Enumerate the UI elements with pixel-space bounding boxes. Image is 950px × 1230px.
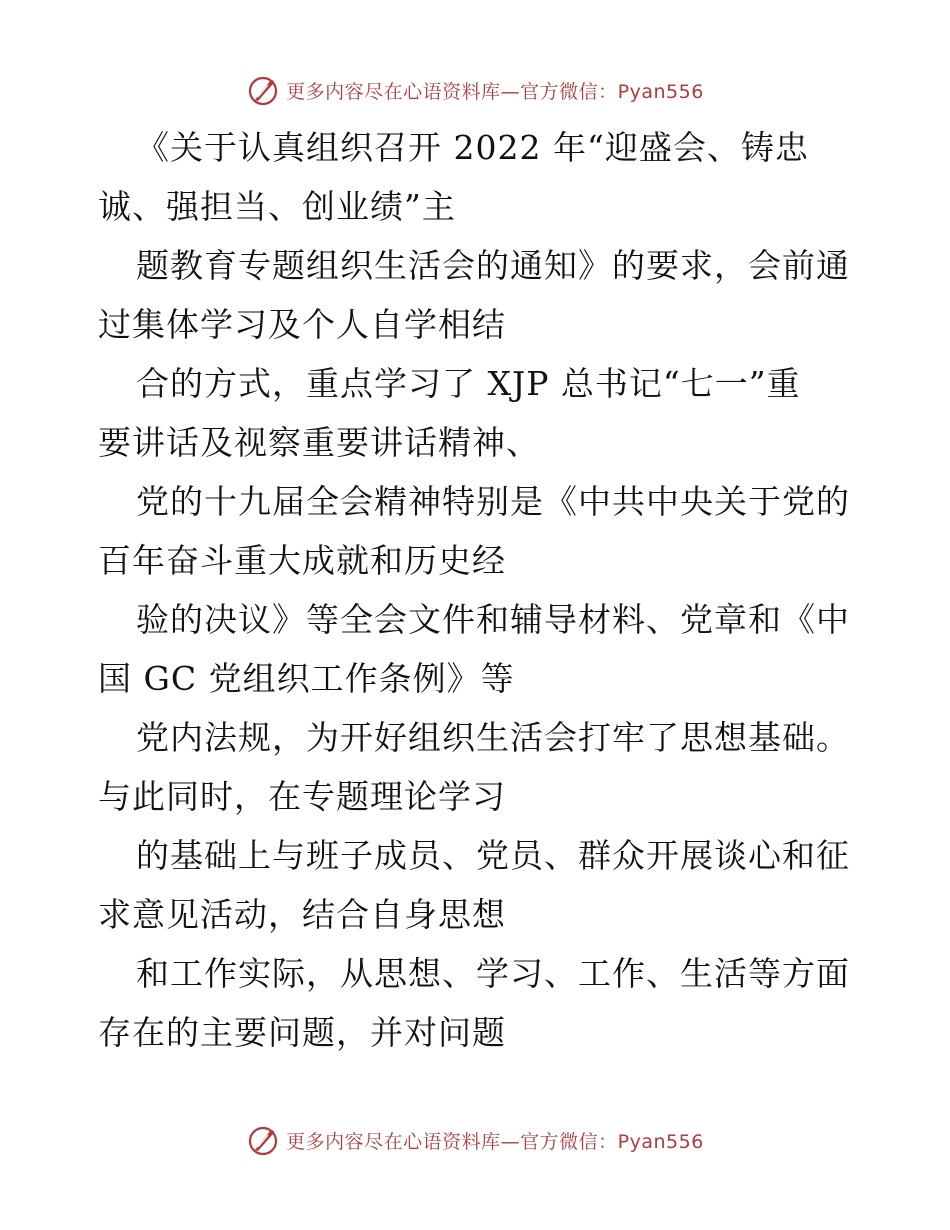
- paragraph: [98, 944, 858, 1062]
- paragraph-line: 百年奋斗重大成就和历史经: [98, 541, 506, 580]
- paragraph-line: 求意见活动，结合自身思想: [98, 895, 506, 934]
- paragraph-line: 合的方式，重点学习了 XJP 总书记“七一”重: [136, 364, 801, 403]
- paragraph-line: 《关于认真组织召开 2022 年“迎盛会、铸忠: [136, 128, 809, 167]
- paragraph: [98, 354, 858, 472]
- paragraph: [98, 118, 858, 236]
- document-body: [98, 118, 858, 1062]
- paragraph-line: 党内法规，为开好组织生活会打牢了思想基础。: [136, 718, 850, 757]
- paragraph-line: 国 GC 党组织工作条例》等: [98, 659, 515, 698]
- paragraph-line: 与此同时，在专题理论学习: [98, 777, 506, 816]
- paragraph-line: 存在的主要问题，并对问题: [98, 1013, 506, 1052]
- paragraph-line: 过集体学习及个人自学相结: [98, 305, 506, 344]
- feather-pen-logo-icon: [246, 1123, 280, 1157]
- paragraph-line: 和工作实际，从思想、学习、工作、生活等方面: [136, 954, 850, 993]
- paragraph-line: 诚、强担当、创业绩”主: [98, 187, 456, 226]
- paragraph-line: 验的决议》等全会文件和辅导材料、党章和《中: [136, 600, 850, 639]
- footer-banner: [0, 1120, 950, 1160]
- paragraph: [98, 708, 858, 826]
- feather-pen-logo-icon: [246, 73, 280, 107]
- paragraph-line: 要讲话及视察重要讲话精神、: [98, 423, 540, 462]
- header-banner: [0, 70, 950, 110]
- paragraph: [98, 472, 858, 590]
- banner-text: 更多内容尽在心语资料库—官方微信：Pyan556: [286, 80, 704, 103]
- paragraph-line: 题教育专题组织生活会的通知》的要求，会前通: [136, 246, 850, 285]
- paragraph: [98, 590, 858, 708]
- paragraph: [98, 236, 858, 354]
- banner-text: 更多内容尽在心语资料库—官方微信：Pyan556: [286, 1130, 704, 1153]
- paragraph: [98, 826, 858, 944]
- paragraph-line: 的基础上与班子成员、党员、群众开展谈心和征: [136, 836, 850, 875]
- paragraph-line: 党的十九届全会精神特别是《中共中央关于党的: [136, 482, 850, 521]
